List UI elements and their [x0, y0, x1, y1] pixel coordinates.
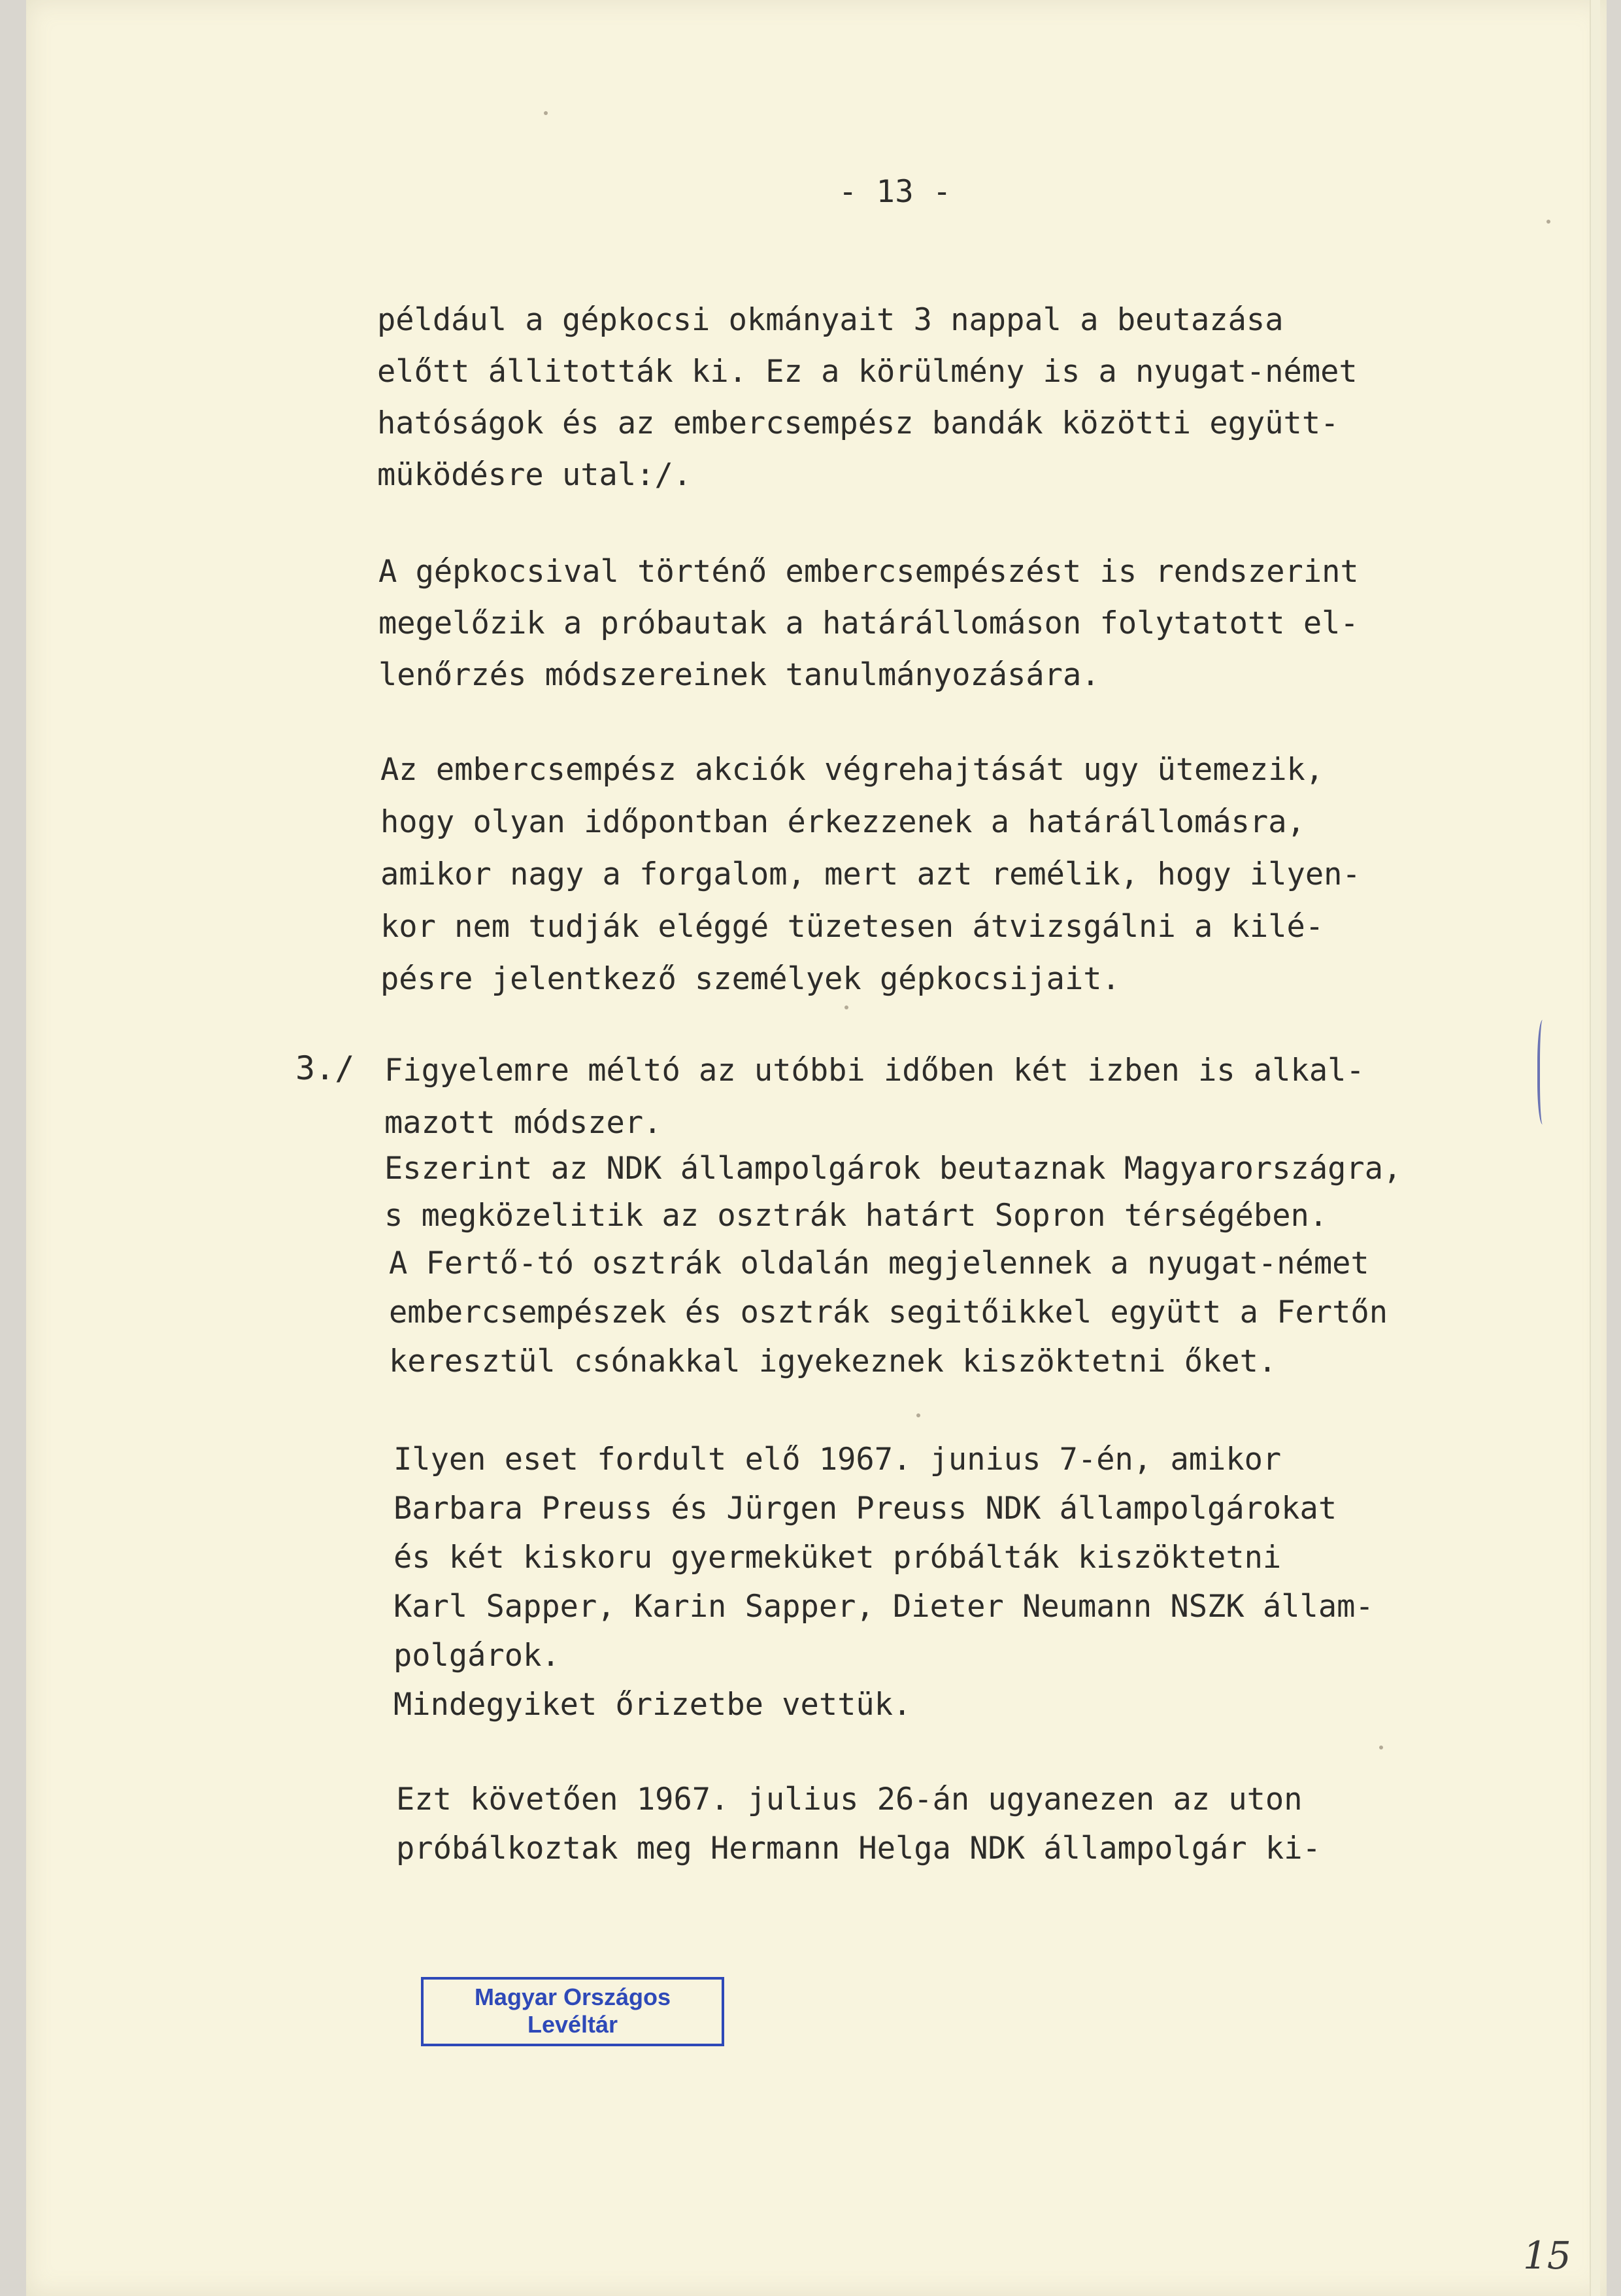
page-edge — [1590, 0, 1600, 2296]
paragraph-5-line-5: polgárok. — [393, 1638, 560, 1674]
paragraph-2-line-2: megelőzik a próbautak a határállomáson folytatott el- — [378, 605, 1359, 641]
paragraph-1-line-2: előtt állitották ki. Ez a körülmény is a nyugat-német — [377, 354, 1358, 390]
paper-speck — [1379, 1746, 1383, 1749]
paragraph-2-line-1: A gépkocsival történő embercsempészést is rendszerint — [378, 554, 1359, 590]
list-marker: 3./ — [295, 1049, 355, 1087]
paragraph-2-line-3: lenőrzés módszereinek tanulmányozására. — [378, 657, 1100, 693]
paragraph-4-line-4: s megközelitik az osztrák határt Sopron térségében. — [384, 1198, 1328, 1234]
paragraph-1-line-1: például a gépkocsi okmányait 3 nappal a beutazása — [377, 302, 1284, 338]
paragraph-3-line-2: hogy olyan időpontban érkezzenek a határállomásra, — [380, 804, 1305, 840]
paragraph-3-line-5: pésre jelentkező személyek gépkocsijait. — [380, 961, 1120, 997]
paragraph-3-line-4: kor nem tudják eléggé tüzetesen átvizsgálni a kilé- — [380, 909, 1324, 945]
paragraph-4-line-5: A Fertő-tó osztrák oldalán megjelennek a nyugat-német — [389, 1245, 1369, 1281]
stamp-line-1: Magyar Országos — [474, 1984, 671, 2010]
paragraph-1-line-4: müködésre utal:/. — [377, 457, 692, 493]
paragraph-4-line-1: Figyelemre méltó az utóbbi időben két izben is alkal- — [384, 1053, 1365, 1089]
paragraph-5-line-4: Karl Sapper, Karin Sapper, Dieter Neumann NSZK állam- — [393, 1589, 1374, 1625]
paragraph-3-line-1: Az embercsempész akciók végrehajtását ugy ütemezik, — [380, 752, 1324, 788]
paragraph-5-line-3: és két kiskoru gyermeküket próbálták kiszöktetni — [393, 1540, 1282, 1576]
paragraph-1-line-3: hatóságok és az embercsempész bandák közötti együtt- — [377, 405, 1339, 441]
archive-stamp — [421, 1977, 724, 2046]
paragraph-4-line-7: keresztül csónakkal igyekeznek kiszöktetni őket. — [389, 1343, 1277, 1379]
paragraph-3-line-3: amikor nagy a forgalom, mert azt remélik, hogy ilyen- — [380, 856, 1361, 892]
paragraph-4-line-3: Eszerint az NDK állampolgárok beutaznak Magyarországra, — [384, 1151, 1402, 1187]
margin-pencil-mark — [1537, 1020, 1550, 1124]
paragraph-4-line-2: mazott módszer. — [384, 1105, 662, 1141]
paragraph-6-line-2: próbálkoztak meg Hermann Helga NDK állampolgár ki- — [396, 1831, 1321, 1866]
paragraph-4-line-6: embercsempészek és osztrák segitőikkel együtt a Fertőn — [389, 1294, 1388, 1330]
paper-speck — [1546, 220, 1550, 224]
paper-speck — [916, 1413, 920, 1417]
paper-speck — [844, 1005, 848, 1009]
page-number: - 13 - — [839, 174, 952, 210]
paragraph-5-line-2: Barbara Preuss és Jürgen Preuss NDK állampolgárokat — [393, 1491, 1337, 1527]
paragraph-5-line-6: Mindegyiket őrizetbe vettük. — [393, 1687, 912, 1723]
paragraph-5-line-1: Ilyen eset fordult elő 1967. junius 7-én, amikor — [393, 1442, 1282, 1477]
paper-speck — [544, 111, 548, 115]
stamp-line-2: Levéltár — [527, 2011, 618, 2038]
paragraph-6-line-1: Ezt követően 1967. julius 26-án ugyanezen az uton — [396, 1781, 1303, 1817]
folio-number: 15 — [1523, 2233, 1571, 2278]
document-page — [26, 0, 1607, 2296]
